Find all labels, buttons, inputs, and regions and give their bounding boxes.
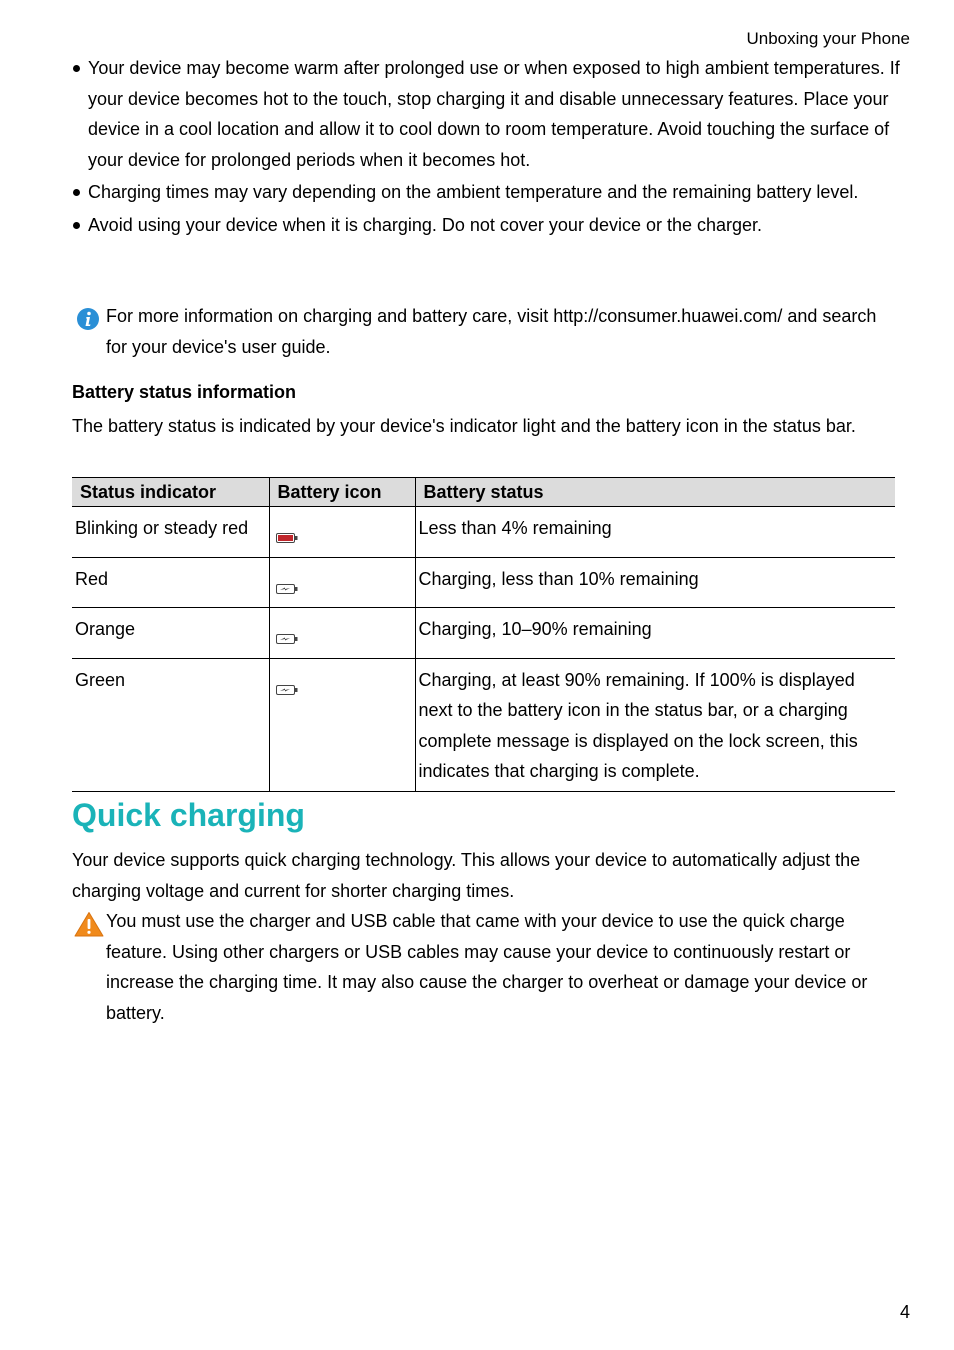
status-indicator-cell: Red	[72, 557, 269, 608]
battery-low-icon	[276, 522, 298, 553]
battery-status-heading: Battery status information	[72, 382, 297, 402]
table-row	[72, 557, 895, 608]
battery-status-intro: The battery status is indicated by your device's indicator light and the battery icon in the status bar.	[72, 416, 856, 436]
battery-status-cell: Charging, less than 10% remaining	[415, 557, 895, 608]
list-item: Your device may become warm after prolonged use or when exposed to high ambient temperatures. If your device becomes hot to the touch, stop charging it and disable unnecessary features. Place your device in a cool location and allow it to cool down to room temperature. Avoid touching the surface of your device for prolonged periods when it becomes hot.	[72, 53, 902, 175]
list-item: Charging times may vary depending on the ambient temperature and the remaining battery level.	[72, 177, 902, 208]
status-indicator-cell: Green	[72, 658, 269, 791]
info-icon	[76, 307, 100, 341]
battery-status-table	[72, 477, 895, 792]
table-row	[72, 608, 895, 659]
column-header: Status indicator	[72, 478, 269, 507]
page-number: 4	[899, 1302, 910, 1322]
table-row	[72, 658, 895, 791]
battery-charging-icon	[276, 573, 298, 604]
battery-charging-icon	[276, 623, 298, 654]
info-note-text: For more information on charging and battery care, visit http://consumer.huawei.com/ and search for your device's user guide.	[106, 306, 877, 357]
battery-charging-icon	[276, 674, 298, 705]
table-header-row	[72, 478, 895, 507]
column-header: Battery icon	[269, 478, 415, 507]
status-indicator-cell: Blinking or steady red	[72, 507, 269, 558]
battery-status-cell: Charging, at least 90% remaining. If 100% is displayed next to the battery icon in the status bar, or a charging complete message is displayed on the lock screen, this indicates that charging is complete.	[415, 658, 895, 791]
battery-status-cell: Less than 4% remaining	[415, 507, 895, 558]
warning-icon	[74, 911, 104, 947]
quick-charging-body: Your device supports quick charging technology. This allows your device to automatically adjust the charging voltage and current for shorter charging times.	[72, 850, 861, 901]
list-item: Avoid using your device when it is charging. Do not cover your device or the charger.	[72, 210, 902, 241]
warning-note-text: You must use the charger and USB cable that came with your device to use the quick charge feature. Using other chargers or USB cables may cause your device to continuously restart or increase the charging time. It may also cause the charger to overheat or damage your device or battery.	[106, 911, 868, 1023]
charging-tips-list	[72, 53, 902, 242]
section-title: Quick charging	[72, 797, 305, 833]
table-row	[72, 507, 895, 558]
warning-note	[72, 906, 902, 1028]
running-header: Unboxing your Phone	[746, 29, 910, 48]
status-indicator-cell: Orange	[72, 608, 269, 659]
column-header: Battery status	[415, 478, 895, 507]
battery-status-cell: Charging, 10–90% remaining	[415, 608, 895, 659]
info-note	[72, 301, 902, 362]
